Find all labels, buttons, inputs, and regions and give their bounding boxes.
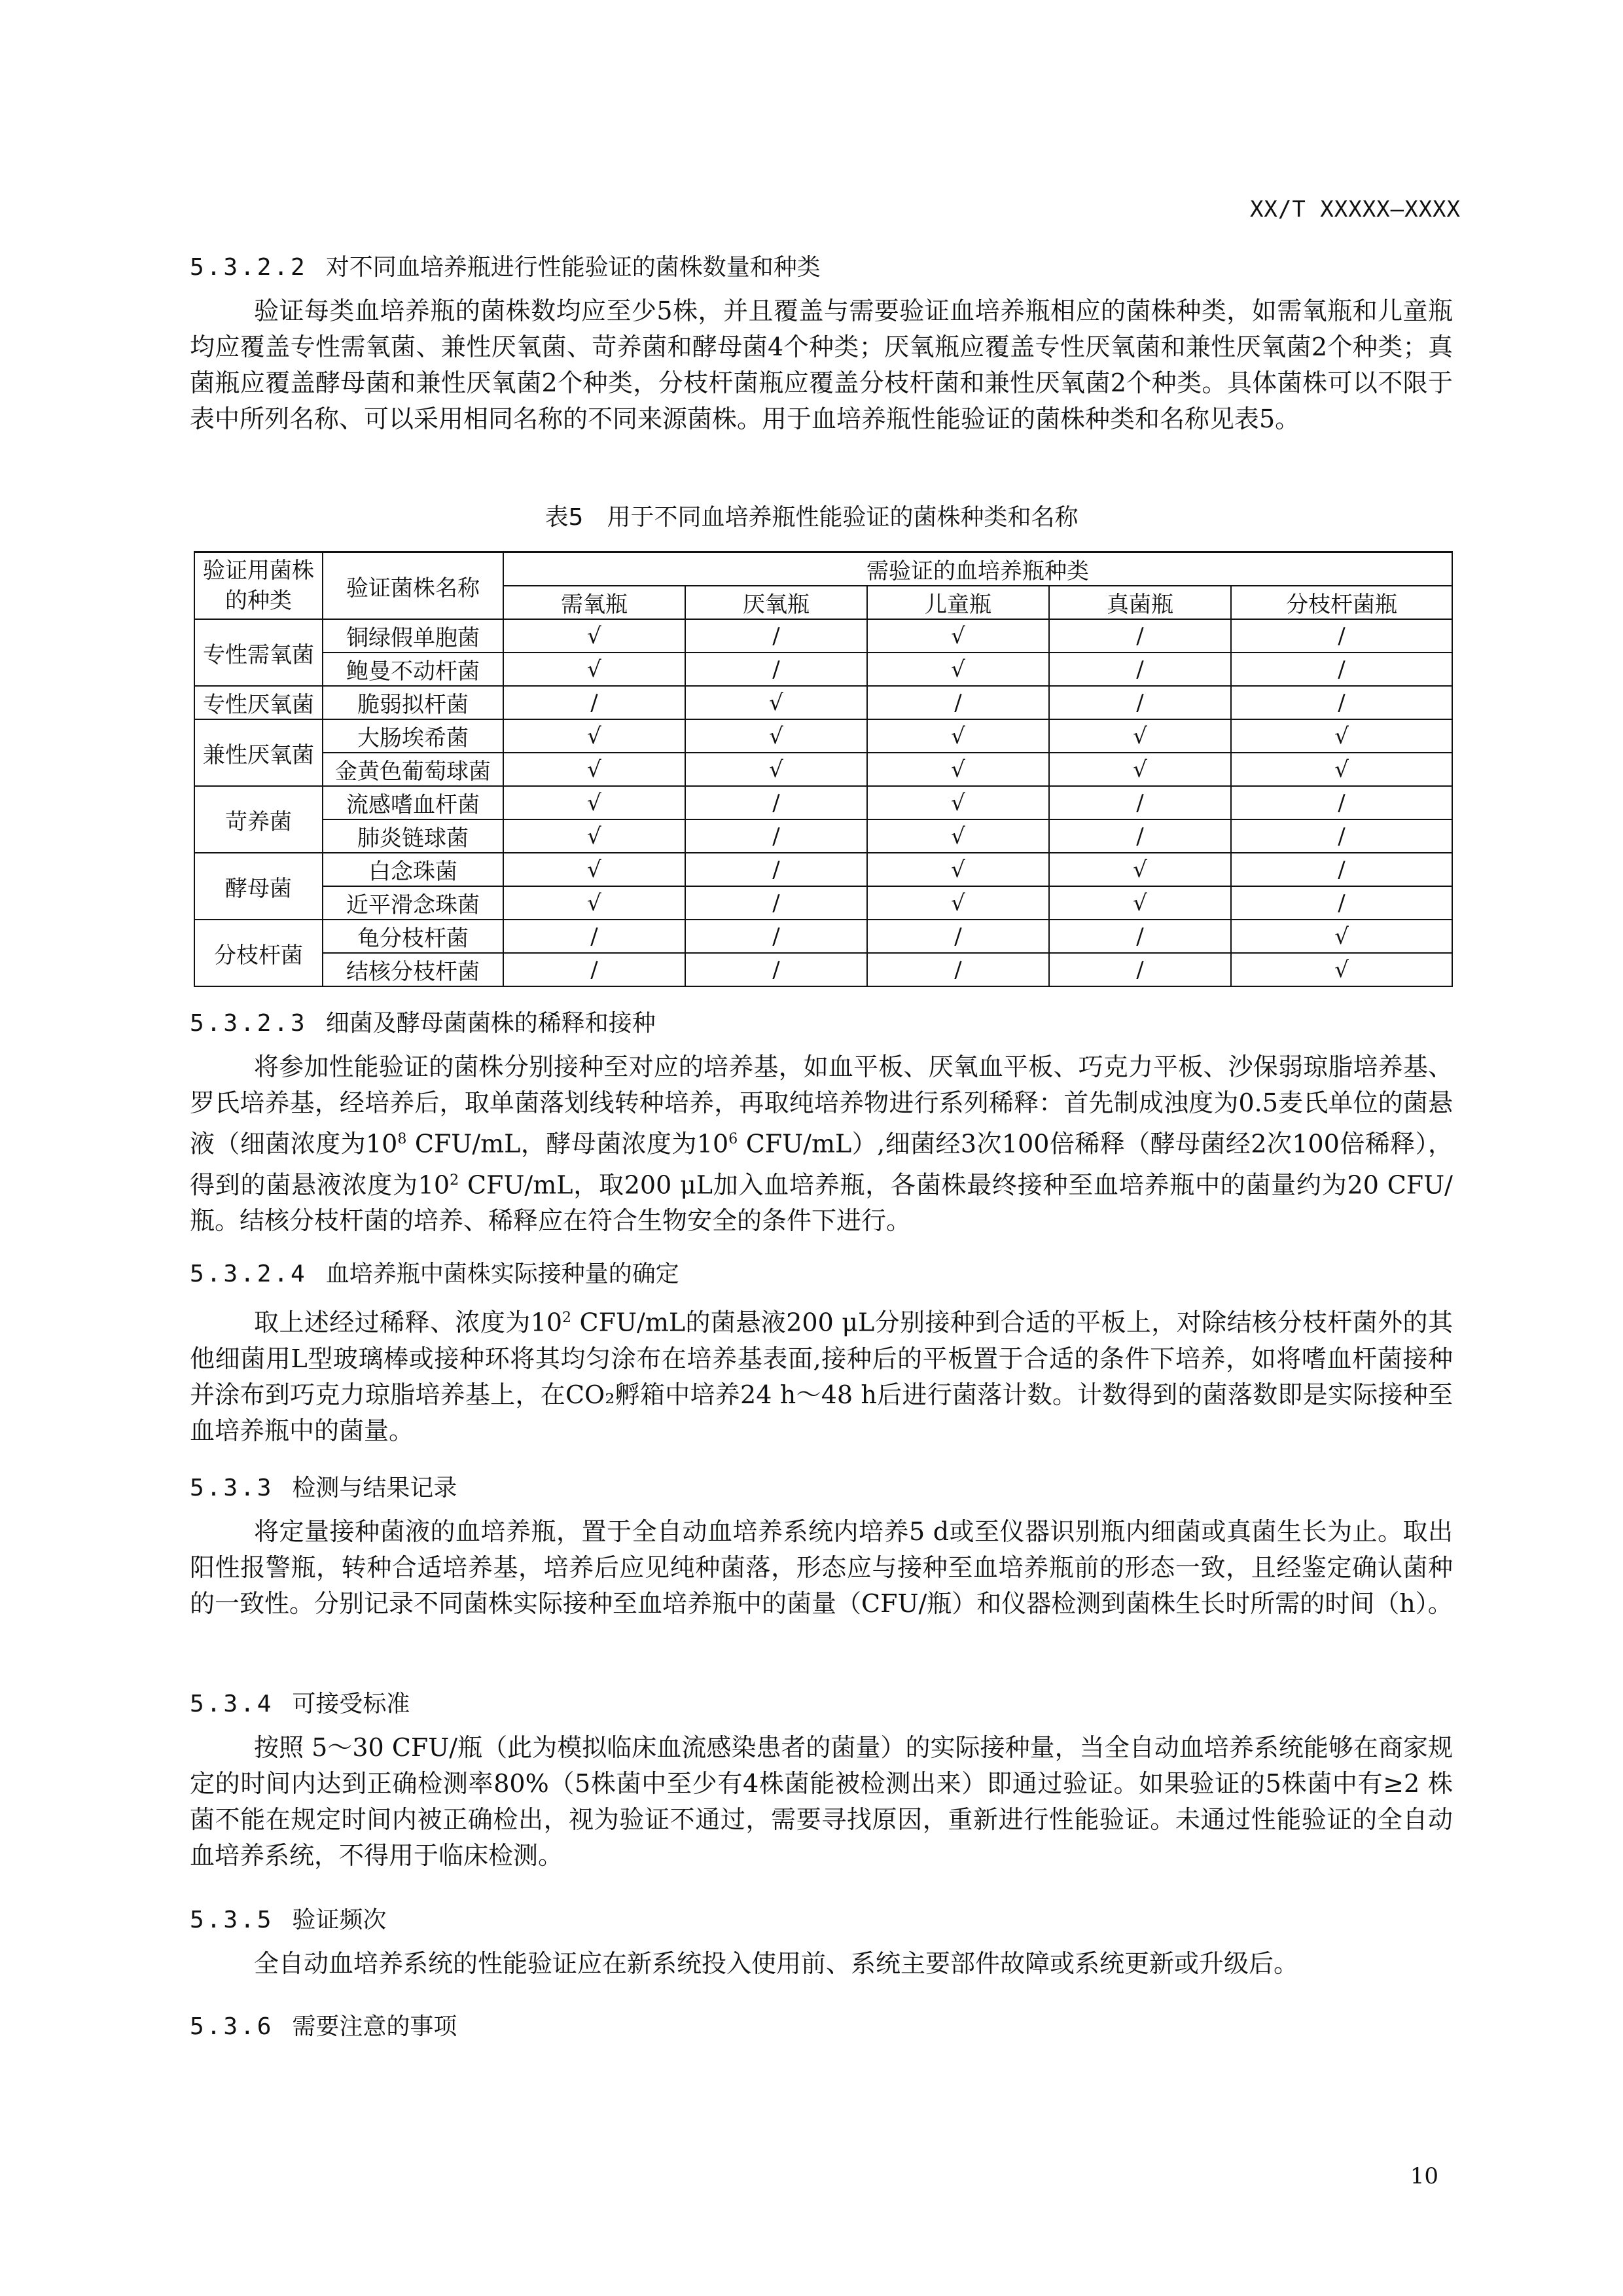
applicability-mark: √	[503, 886, 685, 920]
header-bottle: 真菌瓶	[1049, 586, 1231, 619]
applicability-mark: /	[867, 953, 1049, 986]
applicability-mark: √	[1231, 719, 1452, 753]
strain-name-cell: 脆弱拟杆菌	[323, 686, 503, 719]
header-bottle: 需氧瓶	[503, 586, 685, 619]
heading-title: 验证频次	[292, 1907, 387, 1933]
applicability-mark: /	[503, 920, 685, 953]
applicability-mark: /	[685, 653, 867, 686]
applicability-mark: /	[1231, 653, 1452, 686]
table-row	[194, 853, 1452, 886]
heading-title: 对不同血培养瓶进行性能验证的菌株数量和种类	[325, 254, 821, 281]
category-cell: 苛养菌	[194, 786, 323, 853]
category-cell: 专性需氧菌	[194, 619, 323, 686]
table-row	[194, 686, 1452, 719]
applicability-mark: /	[1231, 819, 1452, 853]
strain-table	[194, 551, 1453, 987]
standard-code: XX/T XXXXX—XXXX	[1249, 196, 1461, 223]
applicability-mark: /	[1049, 920, 1231, 953]
heading-number: 5.3.6	[190, 2013, 274, 2040]
applicability-mark: /	[503, 953, 685, 986]
applicability-mark: √	[1049, 753, 1231, 786]
text-run: CFU/mL）,细菌经3次100倍稀释（酵母菌经2次100倍稀释），得到的菌悬液浓度为10	[190, 1129, 1453, 1200]
applicability-mark: /	[1049, 953, 1231, 986]
applicability-mark: √	[867, 719, 1049, 753]
heading-title: 需要注意的事项	[292, 2013, 457, 2040]
strain-name-cell: 近平滑念珠菌	[323, 886, 503, 920]
heading-title: 可接受标准	[292, 1691, 410, 1717]
strain-name-cell: 肺炎链球菌	[323, 819, 503, 853]
strain-table-body	[194, 619, 1452, 986]
applicability-mark: √	[867, 886, 1049, 920]
applicability-mark: /	[1231, 686, 1452, 719]
superscript: 2	[562, 1310, 572, 1326]
table-row	[194, 953, 1452, 986]
applicability-mark: /	[685, 853, 867, 886]
heading-number: 5.3.5	[190, 1907, 274, 1933]
applicability-mark: √	[867, 786, 1049, 819]
table-row	[194, 886, 1452, 920]
applicability-mark: √	[503, 753, 685, 786]
heading-5-3-6	[190, 2008, 457, 2041]
strain-name-cell: 结核分枝杆菌	[323, 953, 503, 986]
applicability-mark: √	[1231, 753, 1452, 786]
text-run: 将参加性能验证的菌株分别接种至对应的培养基，如血平板、厌氧血平板、巧克力平板、沙保弱琼脂培养基、罗氏培养基，经培养后，取单菌落划线转种培养，再取纯培养物进行系列稀释：首先制成浊度为0.5麦氏单位的菌悬液（细菌浓度为10	[190, 1052, 1453, 1158]
applicability-mark: √	[503, 653, 685, 686]
header-strain-name: 验证菌株名称	[323, 552, 503, 620]
table-row	[194, 619, 1452, 653]
header-bottle: 厌氧瓶	[685, 586, 867, 619]
heading-number: 5.3.2.4	[190, 1261, 308, 1287]
applicability-mark: √	[503, 619, 685, 653]
applicability-mark: √	[867, 819, 1049, 853]
header-category: 验证用菌株的种类	[194, 552, 323, 620]
header-bottle: 分枝杆菌瓶	[1231, 586, 1452, 619]
superscript: 2	[450, 1172, 459, 1189]
applicability-mark: √	[867, 619, 1049, 653]
table-row	[194, 819, 1452, 853]
heading-5-3-2-4	[190, 1255, 679, 1289]
category-cell: 兼性厌氧菌	[194, 719, 323, 786]
applicability-mark: √	[503, 786, 685, 819]
applicability-mark: /	[685, 786, 867, 819]
strain-name-cell: 鲍曼不动杆菌	[323, 653, 503, 686]
table-5-caption: 表5 用于不同血培养瓶性能验证的菌株种类和名称	[544, 504, 1079, 531]
category-cell: 专性厌氧菌	[194, 686, 323, 719]
strain-name-cell: 白念珠菌	[323, 853, 503, 886]
applicability-mark: √	[1049, 886, 1231, 920]
applicability-mark: /	[1049, 686, 1231, 719]
text-run: CFU/mL，酵母菌浓度为10	[406, 1129, 729, 1158]
applicability-mark: /	[867, 686, 1049, 719]
applicability-mark: /	[685, 619, 867, 653]
applicability-mark: /	[685, 819, 867, 853]
heading-number: 5.3.2.2	[190, 254, 308, 281]
header-bottle-group: 需验证的血培养瓶种类	[503, 552, 1452, 586]
paragraph-5-3-2-3	[190, 1049, 1453, 1239]
applicability-mark: √	[1231, 953, 1452, 986]
heading-title: 血培养瓶中菌株实际接种量的确定	[325, 1261, 679, 1287]
applicability-mark: /	[685, 920, 867, 953]
heading-title: 检测与结果记录	[292, 1475, 457, 1501]
strain-name-cell: 大肠埃希菌	[323, 719, 503, 753]
applicability-mark: √	[867, 853, 1049, 886]
applicability-mark: /	[1231, 886, 1452, 920]
applicability-mark: √	[1231, 920, 1452, 953]
superscript: 6	[728, 1131, 738, 1147]
heading-5-3-3	[190, 1469, 457, 1503]
applicability-mark: √	[685, 753, 867, 786]
table-row	[194, 719, 1452, 753]
strain-name-cell: 金黄色葡萄球菌	[323, 753, 503, 786]
applicability-mark: /	[1231, 853, 1452, 886]
heading-5-3-5	[190, 1901, 386, 1935]
table-row	[194, 753, 1452, 786]
text-run: 取上述经过稀释、浓度为10	[254, 1308, 563, 1337]
category-cell: 分枝杆菌	[194, 920, 323, 986]
applicability-mark: /	[1231, 786, 1452, 819]
applicability-mark: /	[503, 686, 685, 719]
paragraph-5-3-2-2: 验证每类血培养瓶的菌株数均应至少5株，并且覆盖与需要验证血培养瓶相应的菌株种类，如需氧瓶和儿童瓶均应覆盖专性需氧菌、兼性厌氧菌、苛养菌和酵母菌4个种类；厌氧瓶应覆盖专性厌氧菌和兼性厌氧菌2个种类；真菌瓶应覆盖酵母菌和兼性厌氧菌2个种类，分枝杆菌瓶应覆盖分枝杆菌和兼性厌氧菌2个种类。具体菌株可以不限于表中所列名称、可以采用相同名称的不同来源菌株。用于血培养瓶性能验证的菌株种类和名称见表5。	[190, 296, 1453, 433]
heading-number: 5.3.2.3	[190, 1010, 308, 1037]
applicability-mark: /	[1049, 819, 1231, 853]
paragraph-5-3-5: 全自动血培养系统的性能验证应在新系统投入使用前、系统主要部件故障或系统更新或升级后。	[254, 1949, 1299, 1978]
applicability-mark: √	[685, 719, 867, 753]
heading-5-3-4	[190, 1685, 410, 1719]
applicability-mark: /	[1049, 653, 1231, 686]
superscript: 8	[397, 1131, 407, 1147]
applicability-mark: √	[503, 819, 685, 853]
applicability-mark: √	[1049, 719, 1231, 753]
header-bottle: 儿童瓶	[867, 586, 1049, 619]
page-number: 10	[1410, 2163, 1438, 2189]
paragraph-5-3-4: 按照 5～30 CFU/瓶（此为模拟临床血流感染患者的菌量）的实际接种量，当全自动血培养系统能够在商家规定的时间内达到正确检测率80%（5株菌中至少有4株菌能被检测出来）即通过验证。如果验证的5株菌中有≥2 株菌不能在规定时间内被正确检出，视为验证不通过，需要寻找原因，重新进行性能验证。未通过性能验证的全自动血培养系统，不得用于临床检测。	[190, 1733, 1453, 1870]
table-row	[194, 653, 1452, 686]
applicability-mark: /	[685, 953, 867, 986]
applicability-mark: /	[1231, 619, 1452, 653]
applicability-mark: √	[867, 753, 1049, 786]
heading-5-3-2-3	[190, 1005, 656, 1038]
applicability-mark: √	[1049, 853, 1231, 886]
text-run: CFU/mL的菌悬液200 μL分别接种到合适的平板上，对除结核分枝杆菌外的其他细菌用L型玻璃棒或接种环将其均匀涂布在培养基表面,接种后的平板置于合适的条件下培养，如将嗜血杆菌接种并涂布到巧克力琼脂培养基上，在CO₂孵箱中培养24 h～48 h后进行菌落计数。计数得到的菌落数即是实际接种至血培养瓶中的菌量。	[190, 1308, 1453, 1445]
applicability-mark: /	[1049, 786, 1231, 819]
strain-name-cell: 龟分枝杆菌	[323, 920, 503, 953]
heading-number: 5.3.4	[190, 1691, 274, 1717]
table-row	[194, 920, 1452, 953]
heading-number: 5.3.3	[190, 1475, 274, 1501]
applicability-mark: /	[1049, 619, 1231, 653]
applicability-mark: /	[685, 886, 867, 920]
heading-5-3-2-2	[190, 249, 821, 282]
paragraph-5-3-3: 将定量接种菌液的血培养瓶，置于全自动血培养系统内培养5 d或至仪器识别瓶内细菌或真菌生长为止。取出阳性报警瓶，转种合适培养基，培养后应见纯种菌落，形态应与接种至血培养瓶前的形态一致，且经鉴定确认菌种的一致性。分别记录不同菌株实际接种至血培养瓶中的菌量（CFU/瓶）和仪器检测到菌株生长时所需的时间（h）。	[190, 1517, 1453, 1618]
applicability-mark: √	[685, 686, 867, 719]
applicability-mark: √	[867, 653, 1049, 686]
text-run: CFU/mL，取200 μL加入血培养瓶，各菌株最终接种至血培养瓶中的菌量约为20 CFU/瓶。结核分枝杆菌的培养、稀释应在符合生物安全的条件下进行。	[190, 1170, 1453, 1236]
applicability-mark: /	[867, 920, 1049, 953]
applicability-mark: √	[503, 853, 685, 886]
category-cell: 酵母菌	[194, 853, 323, 920]
paragraph-5-3-2-4	[190, 1300, 1453, 1449]
strain-name-cell: 铜绿假单胞菌	[323, 619, 503, 653]
strain-name-cell: 流感嗜血杆菌	[323, 786, 503, 819]
applicability-mark: √	[503, 719, 685, 753]
heading-title: 细菌及酵母菌菌株的稀释和接种	[325, 1010, 656, 1037]
table-row	[194, 786, 1452, 819]
